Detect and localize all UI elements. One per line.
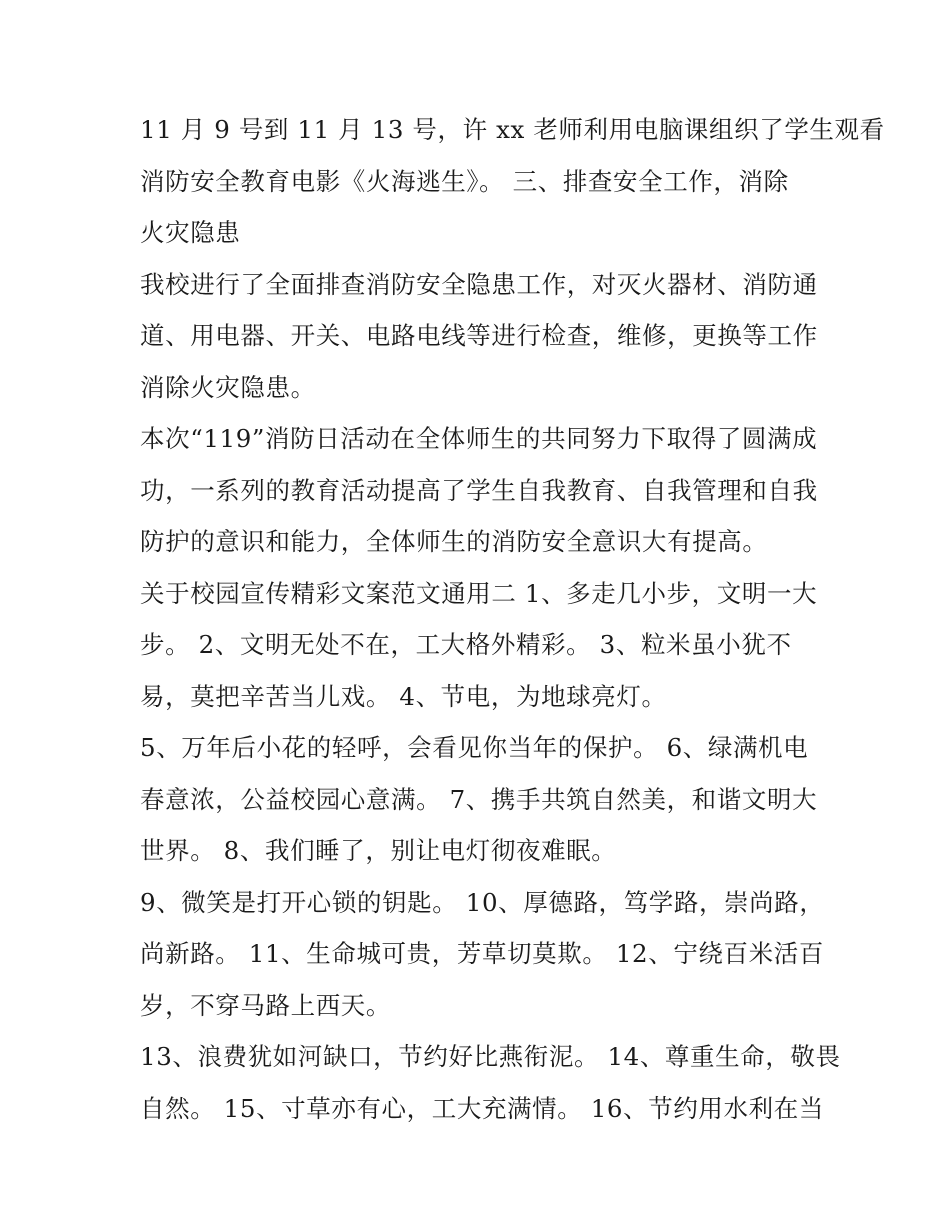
text-line: 我校进行了全面排查消防安全隐患工作，对灭火器材、消防通: [140, 269, 818, 299]
text-line: 步。 2、文明无处不在，工大格外精彩。 3、粒米虽小犹不: [140, 630, 792, 659]
text-line: 道、用电器、开关、电路电线等进行检查，维修，更换等工作: [140, 321, 818, 350]
text-line: 13、浪费犹如河缺口，节约好比燕衔泥。 14、尊重生命，敬畏: [140, 1042, 841, 1071]
text-line: 5、万年后小花的轻呼，会看见你当年的保护。 6、绿满机电: [140, 733, 809, 762]
text-line: 世界。 8、我们睡了，别让电灯彻夜难眠。: [140, 836, 617, 865]
text-line: 火灾隐患: [140, 218, 241, 247]
text-line: 春意浓，公益校园心意满。 7、携手共筑自然美，和谐文明大: [140, 784, 818, 814]
text-line: 9、微笑是打开心锁的钥匙。 10、厚德路，笃学路，崇尚路，: [140, 887, 825, 917]
text-line: 功，一系列的教育活动提高了学生自我教育、自我管理和自我: [140, 475, 818, 505]
text-line: 易，莫把辛苦当儿戏。 4、节电，为地球亮灯。: [140, 681, 667, 711]
text-line: 防护的意识和能力，全体师生的消防安全意识大有提高。: [140, 527, 768, 556]
text-line: 岁，不穿马路上西天。: [140, 990, 391, 1020]
text-line: 本次“119”消防日活动在全体师生的共同努力下取得了圆满成: [140, 424, 818, 453]
text-line: 尚新路。 11、生命城可贵，芳草切莫欺。 12、宁绕百米活百: [140, 939, 824, 968]
text-line: 消防安全教育电影《火海逃生》。 三、排查安全工作，消除: [140, 166, 789, 196]
text-line: 关于校园宣传精彩文案范文通用二 1、多走几小步，文明一大: [140, 578, 818, 608]
document-body: [140, 104, 885, 1134]
text-line: 11 月 9 号到 11 月 13 号，许 xx 老师利用电脑课组织了学生观看: [140, 115, 885, 144]
text-line: 消除火灾隐患。: [140, 372, 316, 402]
text-line: 自然。 15、寸草亦有心，工大充满情。 16、节约用水利在当: [140, 1093, 824, 1123]
